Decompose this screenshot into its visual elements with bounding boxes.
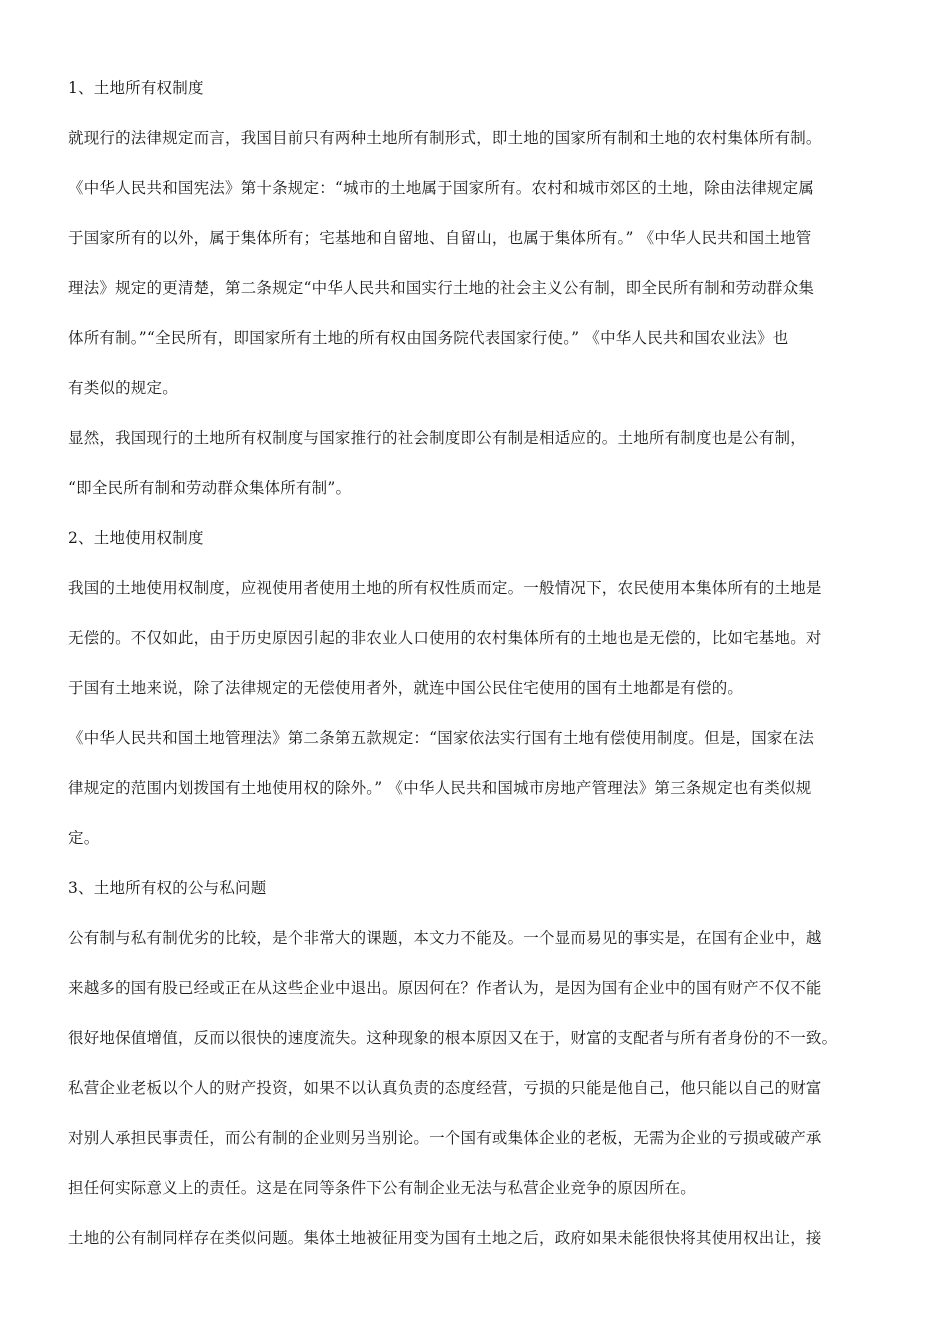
paragraph-line: 无偿的。不仅如此，由于历史原因引起的非农业人口使用的农村集体所有的土地也是无偿的，比如宅基地。对 — [68, 629, 822, 647]
paragraph-line: 私营企业老板以个人的财产投资，如果不以认真负责的态度经营，亏损的只能是他自己，他只能以自己的财富 — [68, 1079, 822, 1097]
paragraph-line: 担任何实际意义上的责任。这是在同等条件下公有制企业无法与私营企业竞争的原因所在。 — [68, 1179, 697, 1197]
section-heading-2: 2、土地使用权制度 — [68, 529, 204, 547]
section-heading-3: 3、土地所有权的公与私问题 — [68, 879, 267, 897]
paragraph-line: 土地的公有制同样存在类似问题。集体土地被征用变为国有土地之后，政府如果未能很快将其使用权出让，接 — [68, 1229, 822, 1247]
paragraph-line: 我国的土地使用权制度，应视使用者使用土地的所有权性质而定。一般情况下，农民使用本集体所有的土地是 — [68, 579, 822, 597]
paragraph-line: 就现行的法律规定而言，我国目前只有两种土地所有制形式，即土地的国家所有制和土地的农村集体所有制。 — [68, 129, 822, 147]
paragraph-line: 于国家所有的以外，属于集体所有；宅基地和自留地、自留山，也属于集体所有。” 《中华人民共和国土地管 — [68, 229, 812, 247]
paragraph-line: 体所有制。”“全民所有，即国家所有土地的所有权由国务院代表国家行使。” 《中华人民共和国农业法》也 — [68, 329, 789, 347]
paragraph-line: 来越多的国有股已经或正在从这些企业中退出。原因何在？作者认为，是因为国有企业中的国有财产不仅不能 — [68, 979, 822, 997]
paragraph-line: 公有制与私有制优劣的比较，是个非常大的课题，本文力不能及。一个显而易见的事实是，在国有企业中，越 — [68, 929, 822, 947]
paragraph-line: 于国有土地来说，除了法律规定的无偿使用者外，就连中国公民住宅使用的国有土地都是有偿的。 — [68, 679, 744, 697]
paragraph-line: 显然，我国现行的土地所有权制度与国家推行的社会制度即公有制是相适应的。土地所有制度也是公有制， — [68, 429, 806, 447]
paragraph-line: 定。 — [68, 829, 100, 847]
paragraph-line: 《中华人民共和国宪法》第十条规定：“城市的土地属于国家所有。农村和城市郊区的土地，除由法律规定属 — [68, 179, 815, 197]
section-heading-1: 1、土地所有权制度 — [68, 79, 204, 97]
paragraph-line: 《中华人民共和国土地管理法》第二条第五款规定：“国家依法实行国有土地有偿使用制度。但是，国家在法 — [68, 729, 815, 747]
paragraph-line: 很好地保值增值，反而以很快的速度流失。这种现象的根本原因又在于，财富的支配者与所有者身份的不一致。 — [68, 1029, 838, 1047]
paragraph-line: 律规定的范围内划拨国有土地使用权的除外。” 《中华人民共和国城市房地产管理法》第三条规定也有类似规 — [68, 779, 812, 797]
paragraph-line: 有类似的规定。 — [68, 379, 178, 397]
paragraph-line: 对别人承担民事责任，而公有制的企业则另当别论。一个国有或集体企业的老板，无需为企业的亏损或破产承 — [68, 1129, 822, 1147]
paragraph-line: “即全民所有制和劳动群众集体所有制”。 — [68, 479, 352, 497]
paragraph-line: 理法》规定的更清楚，第二条规定“中华人民共和国实行土地的社会主义公有制，即全民所有制和劳动群众集 — [68, 279, 815, 297]
